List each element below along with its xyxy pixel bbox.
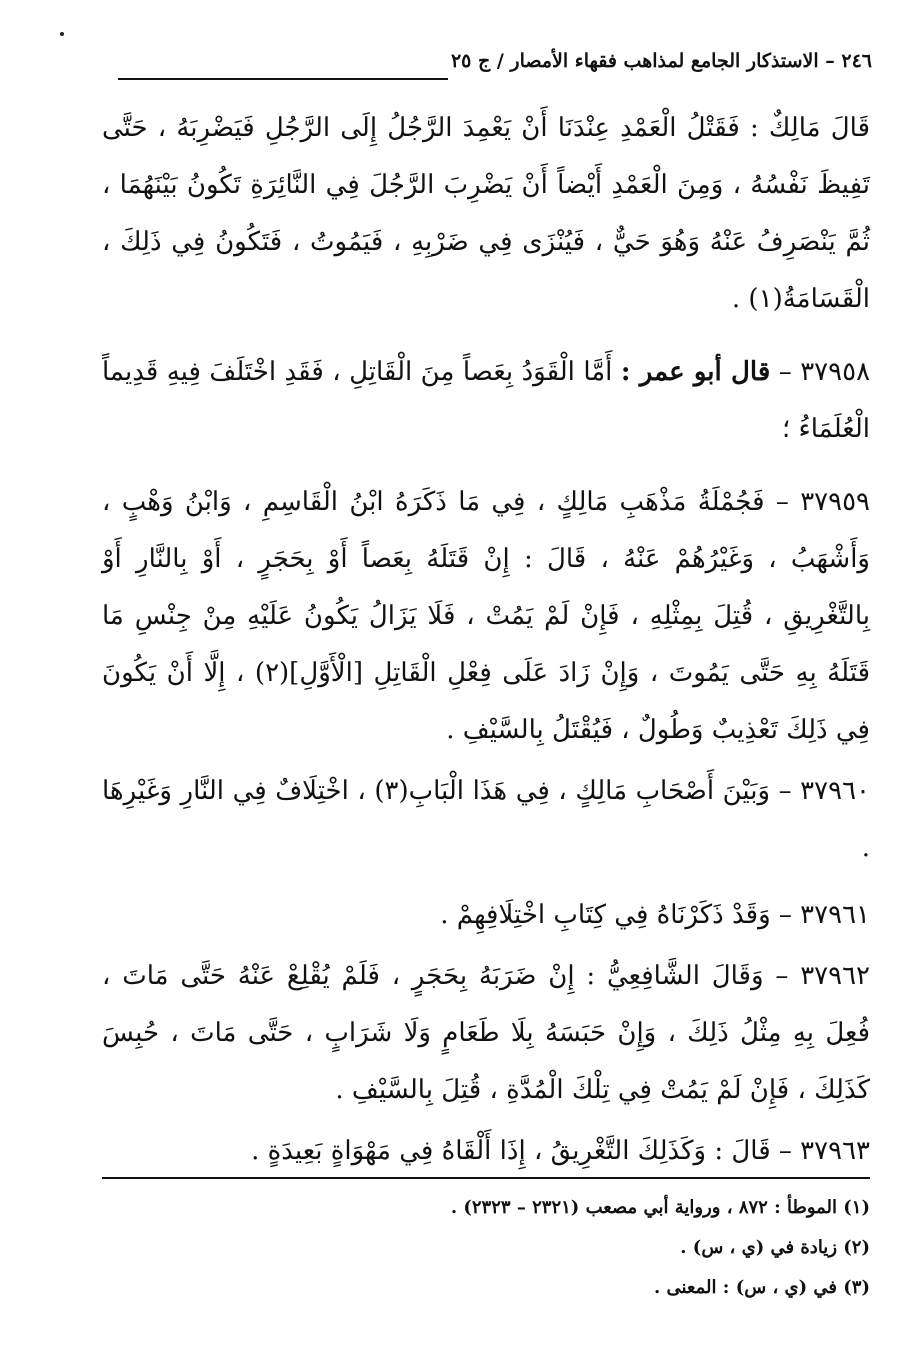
paragraph-37960 [102,763,870,877]
footnote-1: (١) الموطأ : ٨٧٢ ، ورواية أبي مصعب (٢٣٢١ – ٢٣٢٣) . [450,1197,870,1218]
paragraph-lead: قال أبو عمر : [620,357,771,387]
paragraph-number: ٣٧٩٦١ – [778,900,870,930]
footnote-2: (٢) زيادة في (ي ، س) . [680,1237,870,1258]
paragraph-text: وَقَالَ الشَّافِعِيُّ : إِنْ ضَرَبَهُ بِحَجَرٍ ، فَلَمْ يُقْلِعْ عَنْهُ حَتَّى مَاتَ ، فُعِلَ بِهِ مِثْلُ ذَلِكَ ، وَإِنْ حَبَسَهُ بِلَا طَعَامٍ وَلَا شَرَابٍ ، حَتَّى مَاتَ ، حُبِسَ كَذَلِكَ ، فَإِنْ لَمْ يَمُتْ فِي تِلْكَ الْمُدَّةِ ، قُتِلَ بِالسَّيْفِ . [102,961,870,1105]
paragraph-37959 [102,474,870,759]
paragraph-text: وَبَيْنَ أَصْحَابِ مَالِكٍ ، فِي هَذَا الْبَابِ(٣) ، اخْتِلَافٌ فِي النَّارِ وَغَيْرِهَا . [102,776,870,863]
paragraph-malik [102,100,870,328]
footnote-3: (٣) في (ي ، س) : المعنى . [653,1277,870,1298]
paragraph-37963 [102,1123,870,1180]
paragraph-number: ٣٧٩٥٨ – [778,357,871,387]
paragraph-number: ٣٧٩٦٣ – [778,1136,870,1166]
paragraph-number: ٣٧٩٦٢ – [775,961,871,991]
paragraph-37962 [102,948,870,1119]
paragraph-text: وَقَدْ ذَكَرْنَاهُ فِي كِتَابِ اخْتِلَافِهِمْ . [440,900,771,930]
page-speck [60,32,64,36]
paragraph-text: أَمَّا الْقَوَدُ بِعَصاً مِنَ الْقَاتِلِ ، فَقَدِ اخْتَلَفَ فِيهِ قَدِيماً الْعُلَمَاءُ ؛ [102,357,870,444]
main-text [102,100,870,1180]
paragraph-number: ٣٧٩٦٠ – [778,776,870,806]
paragraph-37958 [102,344,870,458]
paragraph-text: فَجُمْلَةُ مَذْهَبِ مَالِكٍ ، فِي مَا ذَكَرَهُ ابْنُ الْقَاسِمِ ، وَابْنُ وَهْبٍ ، وَأَشْهَبُ ، وَغَيْرُهُمْ عَنْهُ ، قَالَ : إِنْ قَتَلَهُ بِعَصاً أَوْ بِحَجَرٍ ، أَوْ بِالنَّارِ أَوْ بِالتَّغْرِيقِ ، قُتِلَ بِمِثْلِهِ ، فَإِنْ لَمْ يَمُتْ ، فَلَا يَزَالُ يَكُونُ عَلَيْهِ مِنْ جِنْسِ مَا قَتَلَهُ بِهِ حَتَّى يَمُوتَ ، وَإِنْ زَادَ عَلَى فِعْلِ الْقَاتِلِ [الْأَوَّلِ](٢) ، إِلَّا أَنْ يَكُونَ فِي ذَلِكَ تَعْذِيبٌ وَطُولٌ ، فَيُقْتَلُ بِالسَّيْفِ . [102,487,871,745]
paragraph-number: ٣٧٩٥٩ – [775,487,871,517]
header-rule [118,78,448,80]
paragraph-text: قَالَ : وَكَذَلِكَ التَّغْرِيقُ ، إِذَا أَلْقَاهُ فِي مَهْوَاةٍ بَعِيدَةٍ . [251,1136,771,1166]
paragraph-37961 [102,887,870,944]
footnotes [102,1188,870,1308]
paragraph-text: قَالَ مَالِكٌ : فَقَتْلُ الْعَمْدِ عِنْدَنَا أَنْ يَعْمِدَ الرَّجُلُ إِلَى الرَّجُلِ فَيَضْرِبَهُ ، حَتَّى تَفِيظَ نَفْسُهُ ، وَمِنَ الْعَمْدِ أَيْضاً أَنْ يَضْرِبَ الرَّجُلَ فِي النَّائِرَةِ تَكُونُ بَيْنَهُمَا ، ثُمَّ يَنْصَرِفُ عَنْهُ وَهُوَ حَيٌّ ، فَيُنْزَى فِي ضَرْبِهِ ، فَيَمُوتُ ، فَتَكُونُ فِي ذَلِكَ ، الْقَسَامَةُ(١) . [102,113,870,314]
running-header: ٢٤٦ – الاستذكار الجامع لمذاهب فقهاء الأمصار / ج ٢٥ [450,50,872,72]
footnote-rule [102,1177,870,1179]
